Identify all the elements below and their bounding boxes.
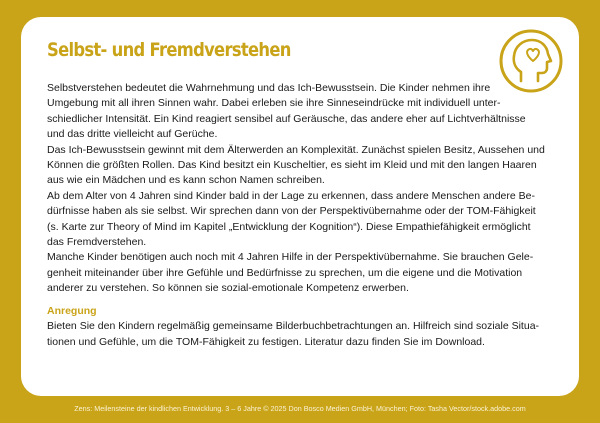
body-line: und das dritte vielleicht auf Gerüche. (47, 128, 218, 141)
anregung-line: tionen und Gefühle, um die TOM-Fähigkeit zu festigen. Literatur dazu finden Sie im Download. (47, 335, 485, 348)
info-card (21, 17, 579, 396)
anregung-line: Bieten Sie den Kindern regelmäßig gemeinsame Bilderbuchbetrachtungen an. Hilfreich sind soziale Situa- (47, 320, 540, 333)
body-line: Ab dem Alter von 4 Jahren sind Kinder bald in der Lage zu erkennen, dass andere Menschen andere Be- (47, 189, 535, 202)
body-line: Selbstverstehen bedeutet die Wahrnehmung und das Ich-Bewusstsein. Die Kinder nehmen ihre (47, 82, 491, 94)
body-line: anderer zu verstehen. So können sie sozial-emotionale Kompetenz erwerben. (47, 282, 409, 295)
card-body (47, 81, 562, 350)
body-line: aus wie ein Mädchen und es kann schon Namen schreiben. (47, 174, 325, 187)
body-line: schiedlicher Intensität. Ein Kind reagiert sensibel auf Geräusche, das andere eher auf Lichtverhältnisse (47, 112, 526, 125)
body-line: Können die größten Rollen. Das Kind besitzt ein Kuscheltier, es sieht im Kleid und mit den langen Haaren (47, 159, 537, 172)
body-line: (s. Karte zur Theory of Mind im Kapitel „Entwicklung der Kognition“). Diese Empathiefähigkeit ermöglicht (47, 220, 531, 233)
anregung-heading: Anregung (47, 304, 97, 317)
card-title: Selbst- und Fremdverstehen (47, 39, 291, 61)
body-line: dürfnisse haben als sie selbst. Wir sprechen dann von der Perspektivübernahme oder der TOM-Fähigkeit (47, 205, 536, 218)
body-line: Das Ich-Bewusstsein gewinnt mit dem Älterwerden an Komplexität. Zunächst spielen Besitz, Aussehen und (47, 143, 545, 156)
footer-credit: Zens: Meilensteine der kindlichen Entwicklung. 3 – 6 Jahre © 2025 Don Bosco Medien GmbH, München; Foto: Tasha Vector/stock.adobe.com (74, 404, 526, 413)
body-line: genheit miteinander über ihre Gefühle und Bedürfnisse zu sprechen, um die eigene und die Motivation (47, 266, 523, 279)
body-line: Manche Kinder benötigen auch noch mit 4 Jahren Hilfe in der Perspektivübernahme. Sie brauchen Gele- (47, 251, 534, 264)
spacer (47, 297, 562, 304)
body-line: Umgebung mit all ihren Sinnen wahr. Dabei erleben sie ihre Sinneseindrücke mit individuell unter- (47, 97, 501, 110)
body-line: das Fremdverstehen. (47, 236, 147, 249)
